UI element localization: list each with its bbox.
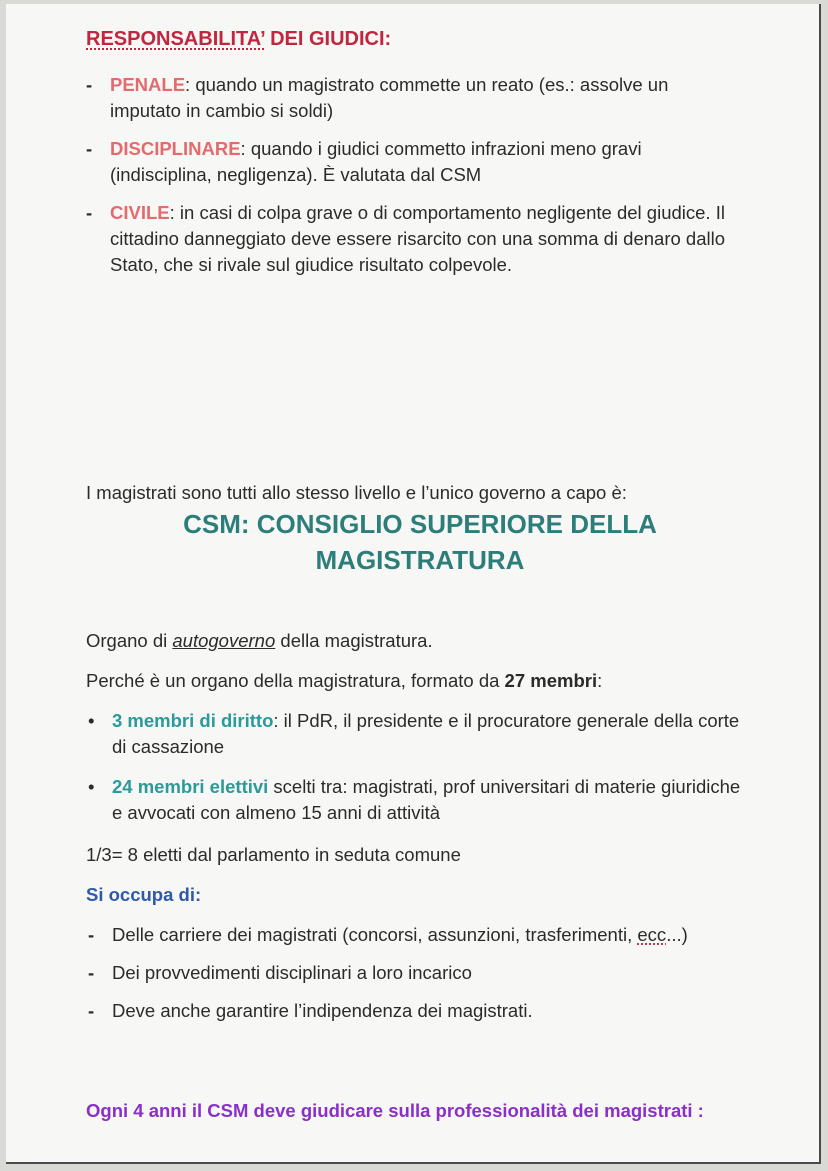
list-item-compito-3	[86, 998, 746, 1024]
perche-post: :	[597, 670, 603, 691]
perche-text	[86, 668, 746, 694]
compito-1-post: ...)	[666, 924, 688, 945]
list-item-penale	[84, 72, 744, 124]
organo-post: della magistratura.	[275, 630, 433, 651]
title-rest: DEI GIUDICI:	[264, 28, 392, 50]
organo-italic: autogoverno	[172, 630, 276, 651]
list-item-civile	[84, 200, 744, 278]
organo-pre: Organo di	[86, 630, 173, 651]
list-item-compito-1	[86, 922, 746, 948]
keyword-membri-elettivi: 24 membri elettivi	[112, 776, 269, 797]
csm-heading	[86, 506, 754, 578]
csm-heading-line2: MAGISTRATURA	[315, 545, 525, 575]
eletti-text: 1/3= 8 eletti dal parlamento in seduta comune	[86, 844, 461, 865]
text-penale: : quando un magistrato commette un reato (es.: assolve un imputato in cambio si soldi)	[110, 74, 669, 121]
list-item-compito-2	[86, 960, 746, 986]
compito-3-text: Deve anche garantire l’indipendenza dei magistrati.	[112, 1000, 533, 1021]
csm-heading-line1: CSM: CONSIGLIO SUPERIORE DELLA	[183, 509, 657, 539]
footer-text: Ogni 4 anni il CSM deve giudicare sulla professionalità dei magistrati :	[86, 1100, 704, 1121]
section-title-responsabilita	[86, 28, 391, 51]
perche-bold: 27 membri	[504, 670, 598, 691]
keyword-membri-diritto: 3 membri di diritto	[112, 710, 274, 731]
text-civile: : in casi di colpa grave o di comportamento negligente del giudice. Il cittadino danneggiato deve essere risarcito con una somma di denaro dallo Stato, che si rivale sul giudice risultato colpevole.	[110, 202, 725, 275]
list-item-membri-diritto	[86, 708, 746, 760]
perche-pre: Perché è un organo della magistratura, formato da	[86, 670, 505, 691]
compito-2-text: Dei provvedimenti disciplinari a loro incarico	[112, 962, 472, 983]
keyword-civile: CIVILE	[110, 202, 170, 223]
list-item-disciplinare	[84, 136, 744, 188]
intro-text: I magistrati sono tutti allo stesso livello e l’unico governo a capo è:	[86, 482, 627, 503]
compiti-list	[86, 922, 746, 1036]
membri-list	[86, 708, 746, 840]
compito-1-dotted: ecc	[637, 924, 667, 945]
list-item-membri-elettivi	[86, 774, 746, 826]
text-membri-elettivi: scelti tra: magistrati, prof universitari di materie giuridiche e avvocati con almeno 15 anni di attività	[112, 776, 741, 823]
keyword-disciplinare: DISCIPLINARE	[110, 138, 241, 159]
si-occupa-heading: Si occupa di:	[86, 884, 202, 905]
text-disciplinare: : quando i giudici commetto infrazioni meno gravi (indisciplina, negligenza). È valutata dal CSM	[110, 138, 642, 185]
responsabilita-list	[84, 72, 744, 290]
document-page	[6, 4, 821, 1164]
title-main: RESPONSABILITA’	[86, 28, 265, 50]
compito-1-pre: Delle carriere dei magistrati (concorsi, assunzioni, trasferimenti,	[112, 924, 638, 945]
keyword-penale: PENALE	[110, 74, 186, 95]
text-membri-diritto: : il PdR, il presidente e il procuratore generale della corte di cassazione	[112, 710, 740, 757]
organo-text	[86, 628, 746, 654]
